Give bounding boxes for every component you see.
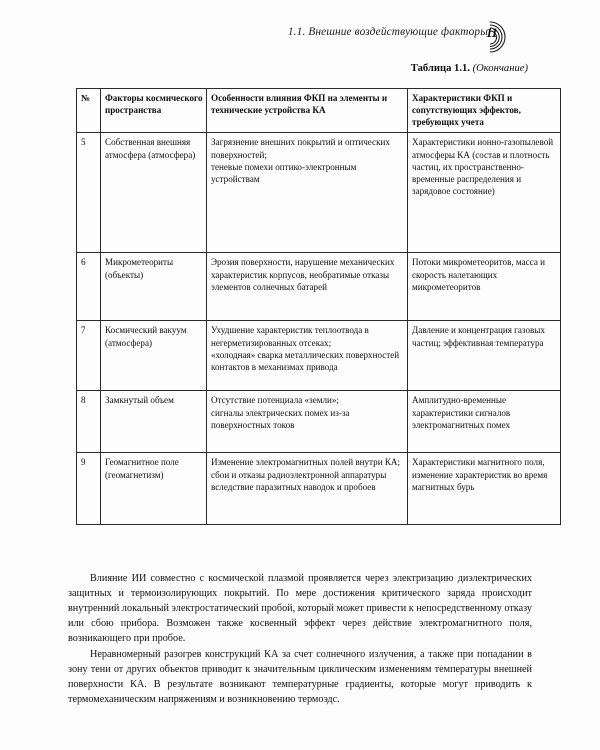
cell-number: 9 [77,453,101,525]
cell-factor: Микрометеориты (объекты) [101,253,207,321]
cell-number: 8 [77,391,101,453]
cell-factor: Замкнутый объем [101,391,207,453]
column-header-number: № [77,89,101,133]
column-header-effect: Особенности влияния ФКП на элементы и технические устройства КА [207,89,408,133]
table-wrapper [76,88,554,525]
effect-line: Отсутствие потенциала «земли»; [211,395,339,406]
effect-line: сигналы электрических помех из-за поверхностных токов [211,407,350,430]
table-row [77,133,561,253]
table-caption [411,63,528,74]
table-caption-label: Таблица 1.1. [410,63,470,74]
cell-characteristics: Характеристики магнитного поля, изменение характеристик во время магнитных бурь [408,453,561,525]
cell-factor: Геомагнитное поле (геомагнетизм) [101,453,207,525]
table-row [77,453,561,525]
page-number: 11 [486,25,498,40]
cell-effect [207,453,408,525]
effect-line: Ухудшение характеристик теплоотвода в негерметизированных отсеках; [211,325,369,348]
effect-line: Эрозия поверхности, нарушение механических характеристик корпусов, необратимые отказы элементов солнечных батарей [211,257,395,292]
table-header-row [77,89,561,133]
table-body [77,133,561,525]
cell-characteristics: Потоки микрометеоритов, масса и скорость налетающих микрометеоритов [408,253,561,321]
cell-characteristics: Амплитудно-временные характеристики сигналов электромагнитных помех [408,391,561,453]
table-row [77,391,561,453]
table-row [77,253,561,321]
table-row [77,321,561,391]
table-head [77,89,561,133]
cell-characteristics: Давление и концентрация газовых частиц; эффективная температура [408,321,561,391]
table-caption-note: (Окончание) [472,63,528,74]
cell-number: 6 [77,253,101,321]
effect-line: теневые помехи оптико-электронным устройствам [211,161,357,184]
running-head [60,22,542,56]
running-head-title: 1.1. Внешние воздействующие факторы [287,26,488,38]
cell-effect [207,391,408,453]
effect-line: Загрязнение внешних покрытий и оптических поверхностей; [211,137,390,160]
effect-line: сбои и отказы радиоэлектронной аппаратуры вследствие паразитных наводок и пробоев [211,469,387,492]
paragraph-electrization: Влияние ИИ совместно с космической плазмой проявляется через электризацию диэлектрических защитных и термоизолирующих покрытий. По мере достижения критического заряда происходит внутренний локальный электростатический пробой, который может привести к непосредственному отказу или сбою прибора. Возможен также косвенный эффект через действие электромагнитного поля, возникающего при пробое. [68,573,532,644]
column-header-characteristics: Характеристики ФКП и сопутствующих эффектов, требующих учета [408,89,561,133]
paragraph-thermal: Неравномерный разогрев конструкций КА за счет солнечного излучения, а также при попадании в зону тени от других объектов приводит к значительным циклическим изменениям температуры внешней поверхности КА. В результате возникают температурные градиенты, которые могут приводить к термомеханическим напряжениям и возникновению термоэдс. [68,648,532,705]
cell-effect [207,321,408,391]
effect-line: «холодная» сварка металлических поверхностей контактов в механизмах привода [211,349,400,372]
cell-characteristics: Характеристики ионно-газопылевой атмосферы КА (состав и плотность частиц, их пространственно-временные распределения и зарядовое состояние) [408,133,561,253]
cell-number: 5 [77,133,101,253]
body-text [68,572,532,708]
cell-effect [207,253,408,321]
cell-factor: Собственная внешняя атмосфера (атмосфера) [101,133,207,253]
cell-factor: Космический вакуум (атмосфера) [101,321,207,391]
cell-effect [207,133,408,253]
effect-line: Изменение электромагнитных полей внутри КА; [211,457,400,468]
column-header-factor: Факторы космического пространства [101,89,207,133]
folio-block [484,20,534,56]
space-factors-table [76,88,561,525]
cell-number: 7 [77,321,101,391]
